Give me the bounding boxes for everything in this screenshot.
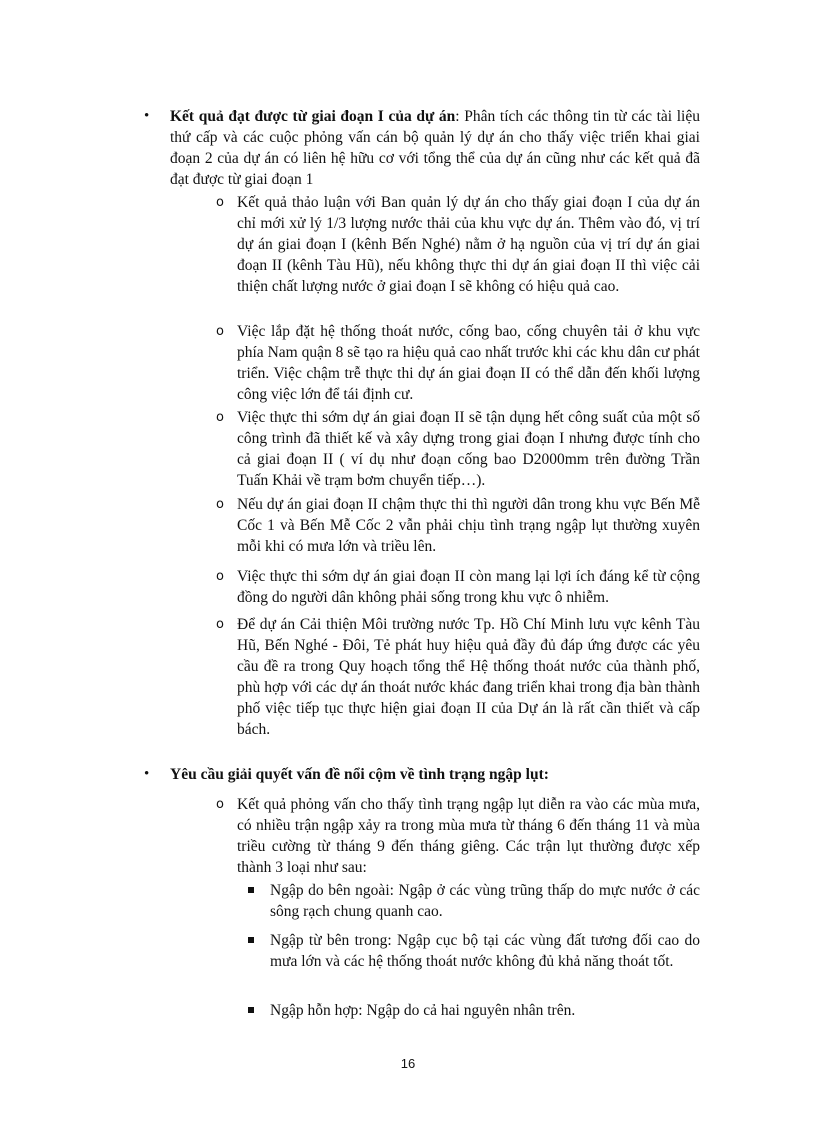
section-1-item-4: [216, 494, 700, 557]
item-text: Để dự án Cải thiện Môi trường nước Tp. Hồ Chí Minh lưu vực kênh Tàu Hũ, Bến Nghé - Đôi, Tẻ phát huy hiệu quả đầy đủ đáp ứng được các yêu cầu đề ra trong Quy hoạch tổng thể Hệ thống thoát nước của thành phố, phù hợp với các dự án thoát nước khác đang triển khai trong địa bàn thành phố việc tiếp tục thực hiện giai đoạn II của Dự án là rất cần thiết và cấp bách.: [237, 616, 700, 738]
item-text: Việc lắp đặt hệ thống thoát nước, cống bao, cống chuyên tải ở khu vực phía Nam quận 8 sẽ tạo ra hiệu quả cao nhất trước khi các khu dân cư phát triển. Việc chậm trễ thực thi dự án giai đoạn II có thể dẫn đến khối lượng công việc lớn để tái định cư.: [237, 323, 700, 403]
square-bullet-icon: [248, 887, 254, 893]
page-number: 16: [400, 1056, 416, 1071]
section-1-item-6: [216, 614, 700, 740]
section-1-item-3: [216, 407, 700, 491]
square-bullet-icon: [248, 937, 254, 943]
subitem-text: Ngập hỗn hợp: Ngập do cả hai nguyên nhân trên.: [270, 1002, 576, 1019]
section-2-subitem-2: [270, 930, 700, 972]
circle-marker: o: [216, 410, 224, 425]
circle-marker: o: [216, 797, 224, 812]
section-1-item-5: [216, 566, 700, 608]
subitem-text: Ngập do bên ngoài: Ngập ở các vùng trũng thấp do mực nước ở các sông rạch chung quanh cao.: [270, 882, 700, 920]
item-text: Kết quả thảo luận với Ban quản lý dự án cho thấy giai đoạn I của dự án chỉ mới xử lý 1/3 lượng nước thải của khu vực dự án. Thêm vào đó, vị trí dự án giai đoạn I (kênh Bến Nghé) nằm ở hạ nguồn của vị trí dự án giai đoạn II (kênh Tàu Hũ), nếu không thực thi dự án giai đoạn II thì việc cải thiện chất lượng nước ở giai đoạn I sẽ không có hiệu quả cao.: [237, 194, 700, 295]
item-text: Kết quả phỏng vấn cho thấy tình trạng ngập lụt diễn ra vào các mùa mưa, có nhiều trận ngập xảy ra trong mùa mưa từ tháng 6 đến tháng 11 và mùa triều cường từ tháng 9 đến tháng giêng. Các trận lụt thường được xếp thành 3 loại như sau:: [237, 796, 700, 876]
section-1-heading: Kết quả đạt được từ giai đoạn I của dự án: [170, 108, 456, 125]
item-text: Việc thực thi sớm dự án giai đoạn II còn mang lại lợi ích đáng kể từ cộng đồng do người dân không phải sống trong khu vực ô nhiễm.: [237, 568, 700, 606]
section-2-heading: Yêu cầu giải quyết vấn đề nổi cộm về tình trạng ngập lụt:: [170, 766, 549, 783]
section-1-text: : Phân tích các thông tin từ các tài liệu thứ cấp và các cuộc phỏng vấn cán bộ quản lý dự án cho thấy việc triển khai giai đoạn 2 của dự án có liên hệ hữu cơ với tổng thể của dự án cũng như các kết quả đã đạt được từ giai đoạn 1: [170, 108, 700, 188]
section-2-paragraph: [144, 764, 700, 785]
section-2-item-1: [216, 794, 700, 878]
subitem-text: Ngập từ bên trong: Ngập cục bộ tại các vùng đất tương đối cao do mưa lớn và các hệ thống thoát nước không đủ khả năng thoát tốt.: [270, 932, 700, 970]
circle-marker: o: [216, 569, 224, 584]
circle-marker: o: [216, 497, 224, 512]
item-text: Nếu dự án giai đoạn II chậm thực thi thì người dân trong khu vực Bến Mễ Cốc 1 và Bến Mễ Cốc 2 vẫn phải chịu tình trạng ngập lụt thường xuyên mỗi khi có mưa lớn và triều lên.: [237, 496, 700, 555]
section-2-subitem-3: [270, 1000, 700, 1021]
circle-marker: o: [216, 617, 224, 632]
circle-marker: o: [216, 195, 224, 210]
circle-marker: o: [216, 324, 224, 339]
section-1-item-1: [216, 192, 700, 297]
section-1-item-2: [216, 321, 700, 405]
item-text: Việc thực thi sớm dự án giai đoạn II sẽ tận dụng hết công suất của một số công trình đã thiết kế và xây dựng trong giai đoạn I nhưng được tính cho cả giai đoạn II ( ví dụ như đoạn cống bao D2000mm trên đường Trần Tuấn Khải về trạm bơm chuyển tiếp…).: [237, 409, 700, 489]
section-2-subitem-1: [270, 880, 700, 922]
square-bullet-icon: [248, 1007, 254, 1013]
bullet-marker: •: [144, 108, 150, 124]
section-1-paragraph: [144, 106, 700, 190]
bullet-marker: •: [144, 766, 150, 782]
